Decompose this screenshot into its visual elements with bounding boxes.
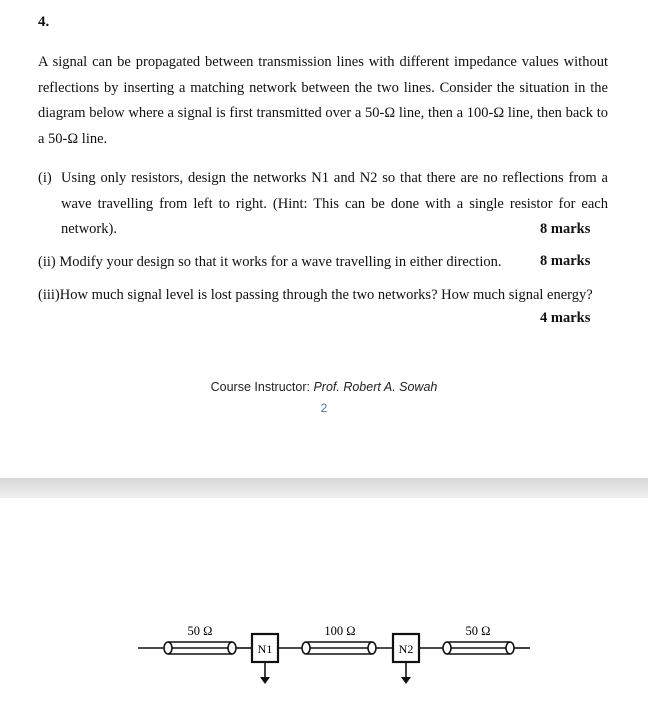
part-i-label: (i) bbox=[38, 170, 52, 186]
course-instructor bbox=[0, 380, 648, 394]
part-i-marks: 8 marks bbox=[540, 221, 591, 237]
transmission-line-diagram bbox=[0, 498, 648, 700]
part-iii-label: (iii) bbox=[38, 287, 60, 303]
part-ii-marks: 8 marks bbox=[540, 253, 591, 269]
line2-impedance-label: 100 Ω bbox=[324, 624, 356, 638]
line3-impedance-label: 50 Ω bbox=[465, 624, 491, 638]
network-n2-label: N2 bbox=[398, 642, 414, 656]
ground-arrow-icon bbox=[260, 677, 270, 684]
page-number: 2 bbox=[320, 401, 328, 415]
ground-arrow-icon bbox=[401, 677, 411, 684]
instructor-prefix: Course Instructor: bbox=[210, 380, 314, 394]
question-intro: A signal can be propagated between transmission lines with different impedance values without reflections by inserting a matching network between the two lines. Consider the situation in the diagram below where a signal is first transmitted over a 50-Ω line, then a 100-Ω line, then back to a 50-Ω line. bbox=[38, 54, 608, 147]
part-iii-text: How much signal level is lost passing through the two networks? How much signal energy? bbox=[59, 287, 593, 303]
page-separator bbox=[0, 478, 648, 498]
part-ii-text: Modify your design so that it works for a wave travelling in either direction. bbox=[59, 254, 502, 270]
line1-impedance-label: 50 Ω bbox=[187, 624, 213, 638]
instructor-name: Prof. Robert A. Sowah bbox=[313, 380, 438, 394]
part-ii-label: (ii) bbox=[38, 254, 60, 270]
part-i-text: Using only resistors, design the networks N1 and N2 so that there are no reflections from a wave travelling from left to right. (Hint: This can be done with a single resistor for each network). bbox=[61, 170, 608, 237]
part-i bbox=[38, 166, 608, 243]
part-iii-marks: 4 marks bbox=[540, 310, 591, 326]
document-page-2 bbox=[0, 498, 648, 700]
part-ii bbox=[38, 250, 502, 276]
network-n1-label: N1 bbox=[257, 642, 273, 656]
question-number: 4. bbox=[38, 14, 50, 30]
part-iii bbox=[38, 283, 593, 309]
